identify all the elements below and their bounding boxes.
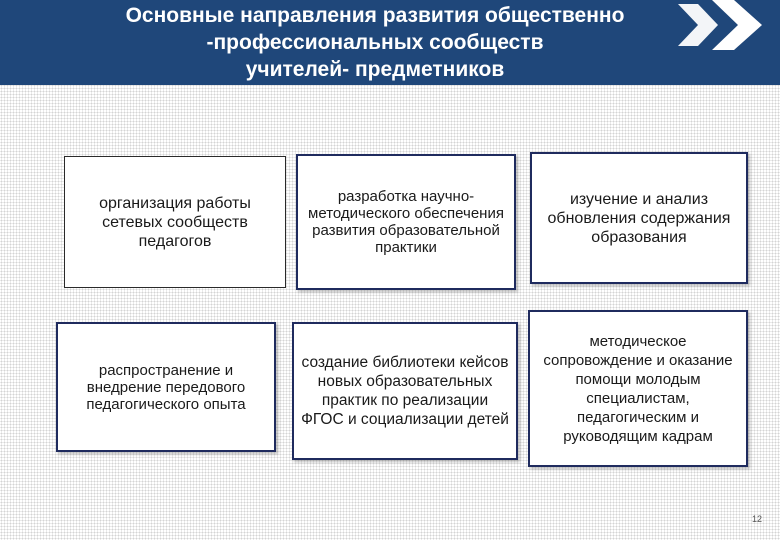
slide-title [60,2,690,83]
box-text: разработка научно-методического обеспечения развития образовательной практики [308,188,504,256]
title-banner [0,0,780,85]
title-line-2: -профессиональных сообществ [206,31,544,54]
direction-box-content-analysis [530,152,748,284]
page-number: 12 [752,514,763,524]
direction-box-experience-sharing [56,322,276,452]
title-line-3: учителей- предметников [245,58,505,81]
box-text: организация работы сетевых сообществ педагогов [99,194,251,250]
box-text: изучение и анализ обновления содержания образования [547,190,731,246]
direction-box-network-communities [64,156,286,288]
double-chevron-right-icon [676,0,766,50]
box-text: методическое сопровождение и оказание помощи молодым специалистам, педагогическим и руководящим кадрам [543,332,733,445]
direction-box-young-specialists [528,310,748,467]
direction-box-case-library [292,322,518,460]
direction-box-methodical-support [296,154,516,290]
box-text: распространение и внедрение передового педагогического опыта [86,361,246,413]
title-line-1: Основные направления развития общественно [125,4,625,27]
box-text: создание библиотеки кейсов новых образовательных практик по реализации ФГОС и социализации детей [301,354,509,428]
